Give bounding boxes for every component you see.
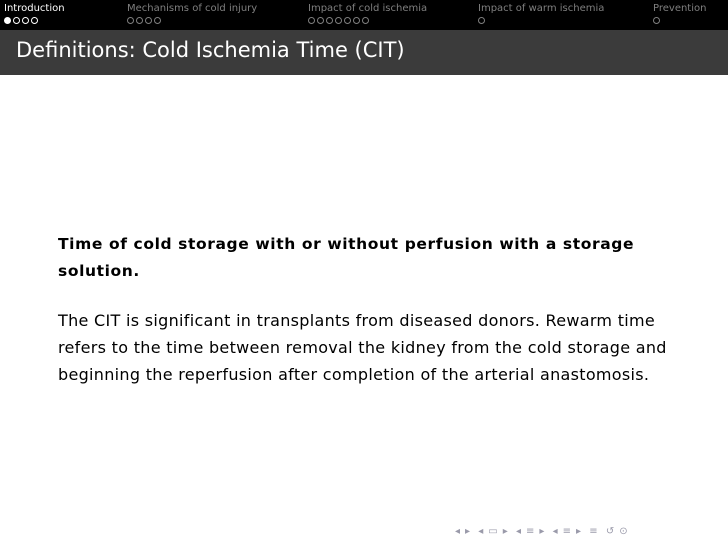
body-text: The CIT is significant in transplants from diseased donors. Rewarm time refers to the time between removal the kidney from the cold storage and beginning the reperfusion after completion of the arterial anastomosis. xyxy=(58,311,667,384)
nav-next-slide-icon[interactable]: ▸ xyxy=(465,526,471,537)
navigation-bar xyxy=(0,0,728,30)
nav-dot[interactable] xyxy=(127,17,134,24)
nav-next-subsection-icon[interactable]: ▸ xyxy=(539,526,545,537)
nav-dot[interactable] xyxy=(136,17,143,24)
nav-prev-slide-icon[interactable]: ◂ xyxy=(455,526,461,537)
nav-dot[interactable] xyxy=(335,17,342,24)
nav-dot[interactable] xyxy=(478,17,485,24)
nav-dots xyxy=(127,17,257,27)
nav-dots xyxy=(653,17,706,27)
nav-section-mechanisms[interactable] xyxy=(127,3,257,27)
nav-dot[interactable] xyxy=(31,17,38,24)
nav-dot[interactable] xyxy=(22,17,29,24)
nav-dot[interactable] xyxy=(145,17,152,24)
nav-prev-frame-icon[interactable]: ◂ xyxy=(478,526,484,537)
nav-section-label: Prevention xyxy=(653,3,707,14)
nav-dot[interactable] xyxy=(653,17,660,24)
definition-text: Time of cold storage with or without perfusion with a storage solution. xyxy=(58,235,635,280)
nav-dot[interactable] xyxy=(326,17,333,24)
nav-next-section-icon[interactable]: ▸ xyxy=(576,526,582,537)
page-title: Definitions: Cold Ischemia Time (CIT) xyxy=(16,38,405,62)
nav-dots xyxy=(478,17,604,27)
frame-title-bar xyxy=(0,30,728,75)
nav-section-introduction[interactable] xyxy=(4,3,65,27)
nav-section-cold-ischemia[interactable] xyxy=(308,3,427,27)
nav-dot[interactable] xyxy=(154,17,161,24)
nav-dot-current[interactable] xyxy=(4,17,11,24)
nav-search-icon[interactable]: ↺ xyxy=(605,526,615,537)
nav-subsection-icon[interactable]: ≡ xyxy=(525,526,535,537)
nav-dot[interactable] xyxy=(353,17,360,24)
nav-section-label: Mechanisms of cold injury xyxy=(127,3,258,14)
nav-frame-icon[interactable]: ▭ xyxy=(488,526,498,537)
nav-dot[interactable] xyxy=(362,17,369,24)
slide-content xyxy=(58,231,688,388)
nav-dots xyxy=(4,17,65,27)
nav-section-icon[interactable]: ≡ xyxy=(562,526,572,537)
nav-section-label: Introduction xyxy=(4,3,65,14)
nav-prev-subsection-icon[interactable]: ◂ xyxy=(515,526,521,537)
nav-prev-section-icon[interactable]: ◂ xyxy=(552,526,558,537)
nav-section-warm-ischemia[interactable] xyxy=(478,3,604,27)
nav-dot[interactable] xyxy=(317,17,324,24)
nav-section-prevention[interactable] xyxy=(653,3,706,27)
nav-next-frame-icon[interactable]: ▸ xyxy=(502,526,508,537)
nav-align-icon[interactable]: ≡ xyxy=(589,526,598,537)
nav-dot[interactable] xyxy=(344,17,351,24)
nav-dots xyxy=(308,17,427,27)
nav-section-label: Impact of cold ischemia xyxy=(308,3,428,14)
beamer-navigation-symbols xyxy=(455,526,633,540)
nav-search-zoom-icon[interactable]: ⊙ xyxy=(619,526,628,537)
nav-section-label: Impact of warm ischemia xyxy=(478,3,605,14)
nav-dot[interactable] xyxy=(308,17,315,24)
nav-dot[interactable] xyxy=(13,17,20,24)
